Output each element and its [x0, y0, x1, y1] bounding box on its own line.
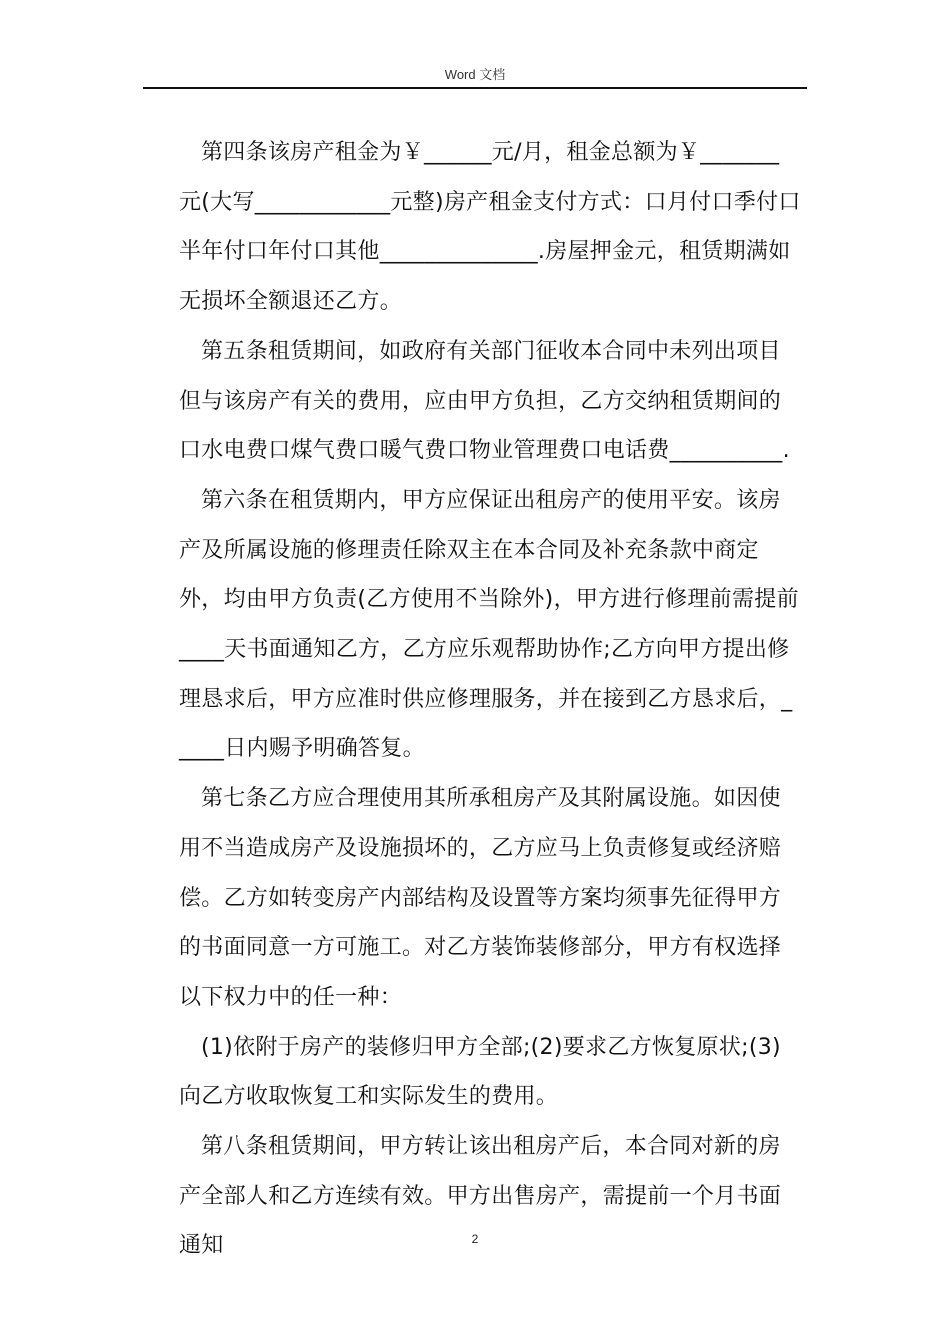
- clause-7-usage: 第七条乙方应合理使用其所承租房产及其附属设施。如因使用不当造成房产及设施损坏的，乙方应马上负责修复或经济赔偿。乙方如转变房产内部结构及设置等方案均须事先征得甲方的书面同意一方可施工。对乙方装饰装修部分，甲方有权选择以下权力中的任一种：: [179, 786, 782, 1010]
- header-rule: [143, 87, 807, 89]
- document-body: [179, 128, 801, 1271]
- clause-6-repairs: 第六条在租赁期内，甲方应保证出租房产的使用平安。该房产及所属设施的修理责任除双主在本合同及补充条款中商定外，均由甲方负责(乙方使用不当除外)，甲方进行修理前需提前____天书面通知乙方，乙方应乐观帮助协作;乙方向甲方提出修理恳求后，甲方应准时供应修理服务，并在接到乙方恳求后，_____日内赐予明确答复。: [179, 487, 799, 762]
- clause-7-options: (1)依附于房产的装修归甲方全部;(2)要求乙方恢复原状;(3)向乙方收取恢复工和实际发生的费用。: [179, 1034, 781, 1110]
- clause-8-transfer: 第八条租赁期间，甲方转让该出租房产后，本合同对新的房产全部人和乙方连续有效。甲方出售房产，需提前一个月书面通知: [179, 1134, 782, 1259]
- page-header: Word 文档: [444, 67, 506, 82]
- clause-4-rent: 第四条该房产租金为￥______元/月，租金总额为￥_______元(大写____________元整)房产租金支付方式：口月付口季付口半年付口年付口其他______________.房屋押金元，租赁期满如无损坏全额退还乙方。: [179, 140, 801, 315]
- page-number: 2: [471, 1232, 479, 1246]
- clause-5-fees: 第五条租赁期间，如政府有关部门征收本合同中未列出项目但与该房产有关的费用，应由甲方负担，乙方交纳租赁期间的口水电费口煤气费口暖气费口物业管理费口电话费__________.: [179, 338, 790, 464]
